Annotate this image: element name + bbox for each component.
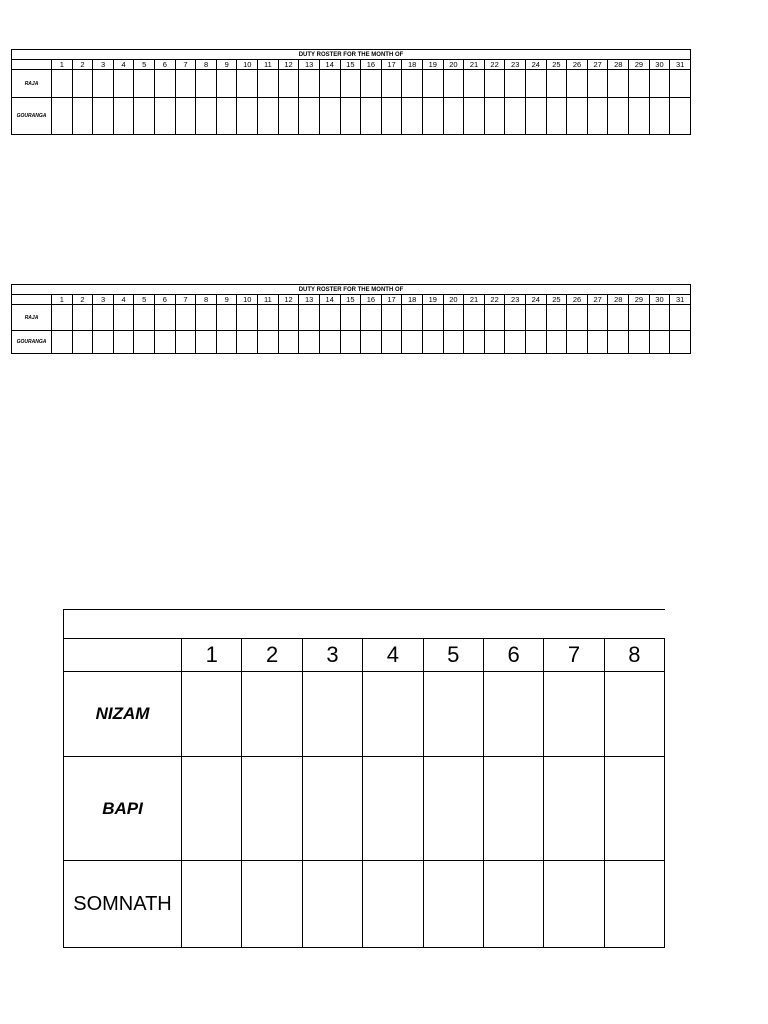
duty-cell[interactable] bbox=[216, 331, 237, 354]
roster-title-row bbox=[12, 50, 691, 60]
duty-cell[interactable] bbox=[196, 305, 217, 331]
day-number: 7 bbox=[544, 639, 604, 672]
day-number: 3 bbox=[93, 295, 114, 305]
day-number: 16 bbox=[361, 295, 382, 305]
duty-cell[interactable] bbox=[72, 305, 93, 331]
duty-cell[interactable] bbox=[443, 70, 464, 98]
duty-cell[interactable] bbox=[258, 98, 279, 135]
day-number: 20 bbox=[443, 60, 464, 70]
day-number: 27 bbox=[587, 295, 608, 305]
day-number: 9 bbox=[216, 60, 237, 70]
day-number: 31 bbox=[670, 295, 691, 305]
duty-cell[interactable] bbox=[484, 70, 505, 98]
duty-cell[interactable] bbox=[196, 331, 217, 354]
duty-cell[interactable] bbox=[464, 305, 485, 331]
duty-cell[interactable] bbox=[299, 70, 320, 98]
day-number: 28 bbox=[608, 60, 629, 70]
duty-cell[interactable] bbox=[381, 98, 402, 135]
duty-cell[interactable] bbox=[526, 70, 547, 98]
day-number: 13 bbox=[299, 295, 320, 305]
duty-cell[interactable] bbox=[258, 70, 279, 98]
day-header-row bbox=[12, 295, 691, 305]
day-number: 4 bbox=[363, 639, 423, 672]
duty-cell[interactable] bbox=[443, 98, 464, 135]
duty-cell[interactable] bbox=[182, 861, 242, 948]
duty-cell[interactable] bbox=[423, 861, 483, 948]
duty-cell[interactable] bbox=[567, 331, 588, 354]
duty-cell[interactable] bbox=[649, 98, 670, 135]
roster-row-bapi bbox=[64, 757, 665, 861]
duty-cell[interactable] bbox=[363, 672, 423, 757]
duty-cell[interactable] bbox=[237, 331, 258, 354]
duty-cell[interactable] bbox=[544, 861, 604, 948]
duty-cell[interactable] bbox=[319, 331, 340, 354]
duty-cell[interactable] bbox=[175, 331, 196, 354]
duty-cell[interactable] bbox=[299, 305, 320, 331]
duty-cell[interactable] bbox=[113, 331, 134, 354]
duty-cell[interactable] bbox=[505, 98, 526, 135]
duty-cell[interactable] bbox=[155, 70, 176, 98]
day-number: 24 bbox=[526, 295, 547, 305]
duty-cell[interactable] bbox=[649, 70, 670, 98]
duty-cell[interactable] bbox=[302, 672, 362, 757]
duty-cell[interactable] bbox=[113, 305, 134, 331]
duty-cell[interactable] bbox=[544, 757, 604, 861]
day-number: 29 bbox=[629, 60, 650, 70]
duty-cell[interactable] bbox=[340, 70, 361, 98]
day-number: 18 bbox=[402, 295, 423, 305]
duty-cell[interactable] bbox=[52, 70, 73, 98]
duty-cell[interactable] bbox=[484, 98, 505, 135]
duty-cell[interactable] bbox=[113, 70, 134, 98]
duty-cell[interactable] bbox=[242, 672, 302, 757]
duty-cell[interactable] bbox=[567, 70, 588, 98]
duty-cell[interactable] bbox=[134, 70, 155, 98]
day-number: 4 bbox=[113, 295, 134, 305]
duty-cell[interactable] bbox=[93, 331, 114, 354]
duty-cell[interactable] bbox=[134, 331, 155, 354]
corner-cell bbox=[64, 639, 182, 672]
duty-cell[interactable] bbox=[216, 70, 237, 98]
duty-cell[interactable] bbox=[278, 70, 299, 98]
day-number: 8 bbox=[196, 60, 217, 70]
day-number: 10 bbox=[237, 60, 258, 70]
duty-cell[interactable] bbox=[196, 98, 217, 135]
day-number: 7 bbox=[175, 60, 196, 70]
roster-row-raja bbox=[12, 305, 691, 331]
day-header-row bbox=[12, 60, 691, 70]
duty-cell[interactable] bbox=[483, 757, 543, 861]
roster-row-somnath bbox=[64, 861, 665, 948]
duty-cell[interactable] bbox=[72, 331, 93, 354]
duty-cell[interactable] bbox=[587, 98, 608, 135]
staff-name: GOURANGA bbox=[12, 98, 52, 135]
duty-cell[interactable] bbox=[72, 70, 93, 98]
duty-cell[interactable] bbox=[182, 672, 242, 757]
duty-cell[interactable] bbox=[546, 331, 567, 354]
duty-cell[interactable] bbox=[670, 98, 691, 135]
duty-cell[interactable] bbox=[155, 305, 176, 331]
staff-name: RAJA bbox=[12, 70, 52, 98]
duty-cell[interactable] bbox=[237, 98, 258, 135]
duty-cell[interactable] bbox=[546, 305, 567, 331]
duty-cell[interactable] bbox=[422, 98, 443, 135]
day-number: 10 bbox=[237, 295, 258, 305]
day-number: 5 bbox=[134, 60, 155, 70]
duty-cell[interactable] bbox=[155, 98, 176, 135]
day-number: 14 bbox=[319, 60, 340, 70]
duty-cell[interactable] bbox=[175, 70, 196, 98]
duty-cell[interactable] bbox=[604, 861, 664, 948]
duty-cell[interactable] bbox=[629, 98, 650, 135]
day-number: 26 bbox=[567, 295, 588, 305]
duty-cell[interactable] bbox=[134, 305, 155, 331]
day-number: 16 bbox=[361, 60, 382, 70]
duty-roster-table-1 bbox=[11, 49, 691, 135]
staff-name: RAJA bbox=[12, 305, 52, 331]
duty-cell[interactable] bbox=[242, 757, 302, 861]
day-number: 29 bbox=[629, 295, 650, 305]
duty-cell[interactable] bbox=[381, 305, 402, 331]
duty-cell[interactable] bbox=[604, 672, 664, 757]
duty-cell[interactable] bbox=[649, 305, 670, 331]
duty-cell[interactable] bbox=[381, 70, 402, 98]
day-number: 2 bbox=[72, 295, 93, 305]
duty-cell[interactable] bbox=[361, 70, 382, 98]
duty-cell[interactable] bbox=[526, 331, 547, 354]
day-number: 23 bbox=[505, 295, 526, 305]
duty-cell[interactable] bbox=[196, 70, 217, 98]
roster-title-cell bbox=[64, 610, 665, 639]
duty-cell[interactable] bbox=[423, 757, 483, 861]
day-number: 9 bbox=[216, 295, 237, 305]
duty-cell[interactable] bbox=[278, 331, 299, 354]
duty-cell[interactable] bbox=[608, 331, 629, 354]
day-number: 6 bbox=[483, 639, 543, 672]
duty-cell[interactable] bbox=[464, 70, 485, 98]
duty-cell[interactable] bbox=[629, 70, 650, 98]
duty-cell[interactable] bbox=[216, 305, 237, 331]
duty-cell[interactable] bbox=[443, 331, 464, 354]
duty-cell[interactable] bbox=[52, 331, 73, 354]
duty-cell[interactable] bbox=[483, 861, 543, 948]
duty-cell[interactable] bbox=[52, 98, 73, 135]
day-number: 21 bbox=[464, 60, 485, 70]
duty-cell[interactable] bbox=[604, 757, 664, 861]
duty-cell[interactable] bbox=[72, 98, 93, 135]
day-number: 15 bbox=[340, 295, 361, 305]
staff-name: SOMNATH bbox=[64, 861, 182, 948]
duty-cell[interactable] bbox=[608, 70, 629, 98]
duty-cell[interactable] bbox=[464, 331, 485, 354]
day-number: 22 bbox=[484, 60, 505, 70]
day-number: 5 bbox=[134, 295, 155, 305]
day-number: 17 bbox=[381, 60, 402, 70]
duty-cell[interactable] bbox=[422, 305, 443, 331]
duty-cell[interactable] bbox=[242, 861, 302, 948]
day-number: 20 bbox=[443, 295, 464, 305]
duty-cell[interactable] bbox=[237, 305, 258, 331]
duty-cell[interactable] bbox=[216, 98, 237, 135]
roster-row-gouranga bbox=[12, 98, 691, 135]
day-number: 5 bbox=[423, 639, 483, 672]
duty-cell[interactable] bbox=[505, 331, 526, 354]
duty-cell[interactable] bbox=[258, 305, 279, 331]
day-number: 3 bbox=[302, 639, 362, 672]
duty-cell[interactable] bbox=[608, 305, 629, 331]
duty-cell[interactable] bbox=[93, 98, 114, 135]
duty-cell[interactable] bbox=[464, 98, 485, 135]
day-header-row bbox=[64, 639, 665, 672]
staff-name: NIZAM bbox=[64, 672, 182, 757]
day-number: 23 bbox=[505, 60, 526, 70]
roster-title: DUTY ROSTER FOR THE MONTH OF bbox=[12, 50, 691, 60]
day-number: 30 bbox=[649, 60, 670, 70]
duty-cell[interactable] bbox=[155, 331, 176, 354]
day-number: 18 bbox=[402, 60, 423, 70]
duty-cell[interactable] bbox=[302, 861, 362, 948]
day-number: 19 bbox=[422, 60, 443, 70]
day-number: 28 bbox=[608, 295, 629, 305]
duty-cell[interactable] bbox=[175, 98, 196, 135]
duty-cell[interactable] bbox=[484, 305, 505, 331]
duty-cell[interactable] bbox=[363, 757, 423, 861]
roster-title-row bbox=[12, 285, 691, 295]
day-number: 14 bbox=[319, 295, 340, 305]
roster-title: DUTY ROSTER FOR THE MONTH OF bbox=[12, 285, 691, 295]
staff-name: GOURANGA bbox=[12, 331, 52, 354]
day-number: 2 bbox=[242, 639, 302, 672]
day-number: 30 bbox=[649, 295, 670, 305]
day-number: 1 bbox=[52, 60, 73, 70]
duty-cell[interactable] bbox=[567, 98, 588, 135]
roster-row-nizam bbox=[64, 672, 665, 757]
duty-cell[interactable] bbox=[546, 98, 567, 135]
day-number: 6 bbox=[155, 295, 176, 305]
duty-cell[interactable] bbox=[319, 305, 340, 331]
day-number: 27 bbox=[587, 60, 608, 70]
duty-roster-table-2 bbox=[11, 284, 691, 354]
duty-cell[interactable] bbox=[319, 98, 340, 135]
duty-cell[interactable] bbox=[361, 305, 382, 331]
duty-cell[interactable] bbox=[483, 672, 543, 757]
day-number: 1 bbox=[182, 639, 242, 672]
corner-cell bbox=[12, 60, 52, 70]
day-number: 25 bbox=[546, 60, 567, 70]
duty-cell[interactable] bbox=[237, 70, 258, 98]
duty-cell[interactable] bbox=[422, 331, 443, 354]
day-number: 7 bbox=[175, 295, 196, 305]
duty-cell[interactable] bbox=[134, 98, 155, 135]
duty-cell[interactable] bbox=[443, 305, 464, 331]
duty-cell[interactable] bbox=[361, 98, 382, 135]
duty-cell[interactable] bbox=[670, 70, 691, 98]
duty-roster-table-3 bbox=[63, 609, 665, 948]
day-number: 12 bbox=[278, 60, 299, 70]
day-number: 11 bbox=[258, 60, 279, 70]
duty-cell[interactable] bbox=[381, 331, 402, 354]
duty-cell[interactable] bbox=[52, 305, 73, 331]
duty-cell[interactable] bbox=[587, 331, 608, 354]
day-number: 26 bbox=[567, 60, 588, 70]
duty-cell[interactable] bbox=[340, 331, 361, 354]
day-number: 13 bbox=[299, 60, 320, 70]
duty-cell[interactable] bbox=[278, 98, 299, 135]
duty-cell[interactable] bbox=[422, 70, 443, 98]
day-number: 25 bbox=[546, 295, 567, 305]
day-number: 15 bbox=[340, 60, 361, 70]
day-number: 3 bbox=[93, 60, 114, 70]
duty-cell[interactable] bbox=[299, 98, 320, 135]
day-number: 11 bbox=[258, 295, 279, 305]
duty-cell[interactable] bbox=[319, 70, 340, 98]
duty-cell[interactable] bbox=[526, 305, 547, 331]
duty-cell[interactable] bbox=[670, 331, 691, 354]
duty-cell[interactable] bbox=[361, 331, 382, 354]
duty-cell[interactable] bbox=[546, 70, 567, 98]
duty-cell[interactable] bbox=[363, 861, 423, 948]
day-number: 8 bbox=[196, 295, 217, 305]
day-number: 6 bbox=[155, 60, 176, 70]
duty-cell[interactable] bbox=[670, 305, 691, 331]
day-number: 12 bbox=[278, 295, 299, 305]
duty-cell[interactable] bbox=[402, 331, 423, 354]
corner-cell bbox=[12, 295, 52, 305]
roster-row-raja bbox=[12, 70, 691, 98]
staff-name: BAPI bbox=[64, 757, 182, 861]
duty-cell[interactable] bbox=[423, 672, 483, 757]
duty-cell[interactable] bbox=[608, 98, 629, 135]
day-number: 1 bbox=[52, 295, 73, 305]
duty-cell[interactable] bbox=[113, 98, 134, 135]
duty-cell[interactable] bbox=[526, 98, 547, 135]
duty-cell[interactable] bbox=[629, 331, 650, 354]
duty-cell[interactable] bbox=[402, 98, 423, 135]
duty-cell[interactable] bbox=[544, 672, 604, 757]
roster-title-row bbox=[64, 610, 665, 639]
day-number: 17 bbox=[381, 295, 402, 305]
duty-cell[interactable] bbox=[484, 331, 505, 354]
duty-cell[interactable] bbox=[402, 70, 423, 98]
day-number: 21 bbox=[464, 295, 485, 305]
day-number: 8 bbox=[604, 639, 664, 672]
duty-cell[interactable] bbox=[258, 331, 279, 354]
duty-cell[interactable] bbox=[649, 331, 670, 354]
day-number: 2 bbox=[72, 60, 93, 70]
duty-cell[interactable] bbox=[182, 757, 242, 861]
duty-cell[interactable] bbox=[340, 305, 361, 331]
day-number: 4 bbox=[113, 60, 134, 70]
duty-cell[interactable] bbox=[278, 305, 299, 331]
duty-cell[interactable] bbox=[299, 331, 320, 354]
duty-cell[interactable] bbox=[505, 70, 526, 98]
day-number: 19 bbox=[422, 295, 443, 305]
duty-cell[interactable] bbox=[629, 305, 650, 331]
duty-cell[interactable] bbox=[567, 305, 588, 331]
duty-cell[interactable] bbox=[93, 70, 114, 98]
duty-cell[interactable] bbox=[505, 305, 526, 331]
duty-cell[interactable] bbox=[175, 305, 196, 331]
duty-cell[interactable] bbox=[302, 757, 362, 861]
duty-cell[interactable] bbox=[340, 98, 361, 135]
day-number: 22 bbox=[484, 295, 505, 305]
roster-row-gouranga bbox=[12, 331, 691, 354]
duty-cell[interactable] bbox=[587, 305, 608, 331]
duty-cell[interactable] bbox=[93, 305, 114, 331]
day-number: 24 bbox=[526, 60, 547, 70]
duty-cell[interactable] bbox=[402, 305, 423, 331]
duty-cell[interactable] bbox=[587, 70, 608, 98]
day-number: 31 bbox=[670, 60, 691, 70]
